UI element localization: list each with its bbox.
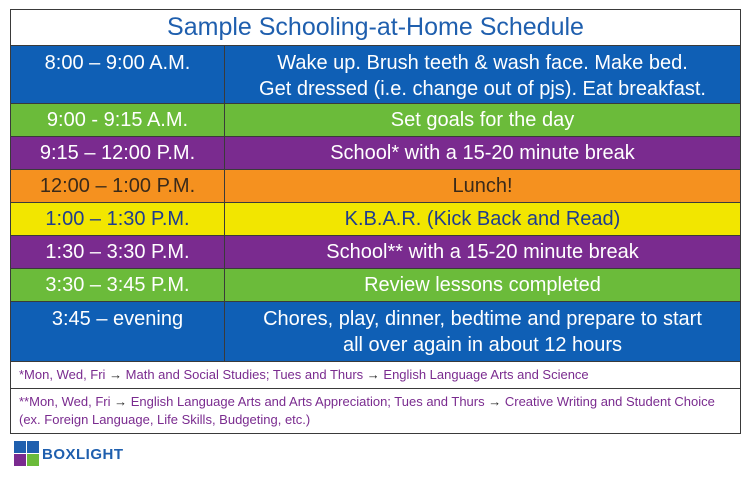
footnote-text: English Language Arts and Arts Appreciation; Tues and Thurs [127,394,489,409]
row-activity-line: Wake up. Brush teeth & wash face. Make bed. [277,52,688,74]
row-time: 3:45 – evening [11,302,225,361]
row-time: 3:30 – 3:45 P.M. [11,269,225,301]
row-time: 9:15 – 12:00 P.M. [11,137,225,169]
footnote-text: English Language Arts and Science [379,367,589,382]
schedule-table [10,9,741,434]
row-time: 9:00 - 9:15 A.M. [11,104,225,136]
row-time: 12:00 – 1:00 P.M. [11,170,225,202]
schedule-row [11,137,740,170]
footnote-text: Creative Writing and Student Choice (ex. Foreign Language, Life Skills, Budgeting, etc.) [19,394,715,427]
footnote-text: Math and Social Studies; Tues and Thurs [122,367,367,382]
arrow-icon: → [114,394,128,409]
row-time: 8:00 – 9:00 A.M. [11,46,225,103]
schedule-title: Sample Schooling-at-Home Schedule [11,10,740,46]
row-activity [225,46,740,103]
row-activity-line: Chores, play, dinner, bedtime and prepare to start [263,308,702,330]
footnote-2 [11,389,740,433]
row-time: 1:30 – 3:30 P.M. [11,236,225,268]
row-activity: School* with a 15-20 minute break [330,142,635,164]
arrow-icon: → [109,367,123,382]
row-activity: K.B.A.R. (Kick Back and Read) [344,208,621,230]
boxlight-logo [14,441,124,467]
row-activity: Lunch! [452,175,513,197]
row-activity-line: all over again in about 12 hours [342,334,623,356]
row-activity-line: Get dressed (i.e. change out of pjs). Eat breakfast. [259,78,706,100]
schedule-row [11,104,740,137]
logo-text: BOXLIGHT [42,445,124,463]
row-activity [225,302,740,361]
row-time: 1:00 – 1:30 P.M. [11,203,225,235]
logo-squares-icon [14,441,40,467]
schedule-row [11,170,740,203]
arrow-icon: → [488,394,502,409]
footnote-1 [11,362,740,389]
schedule-row [11,269,740,302]
schedule-row [11,203,740,236]
row-activity: Review lessons completed [364,274,601,296]
row-activity: School** with a 15-20 minute break [326,241,639,263]
schedule-row [11,46,740,104]
arrow-icon: → [366,367,380,382]
footnote-text: *Mon, Wed, Fri [19,367,110,382]
footnote-text: **Mon, Wed, Fri [19,394,115,409]
schedule-row [11,236,740,269]
schedule-row [11,302,740,362]
row-activity: Set goals for the day [390,109,575,131]
